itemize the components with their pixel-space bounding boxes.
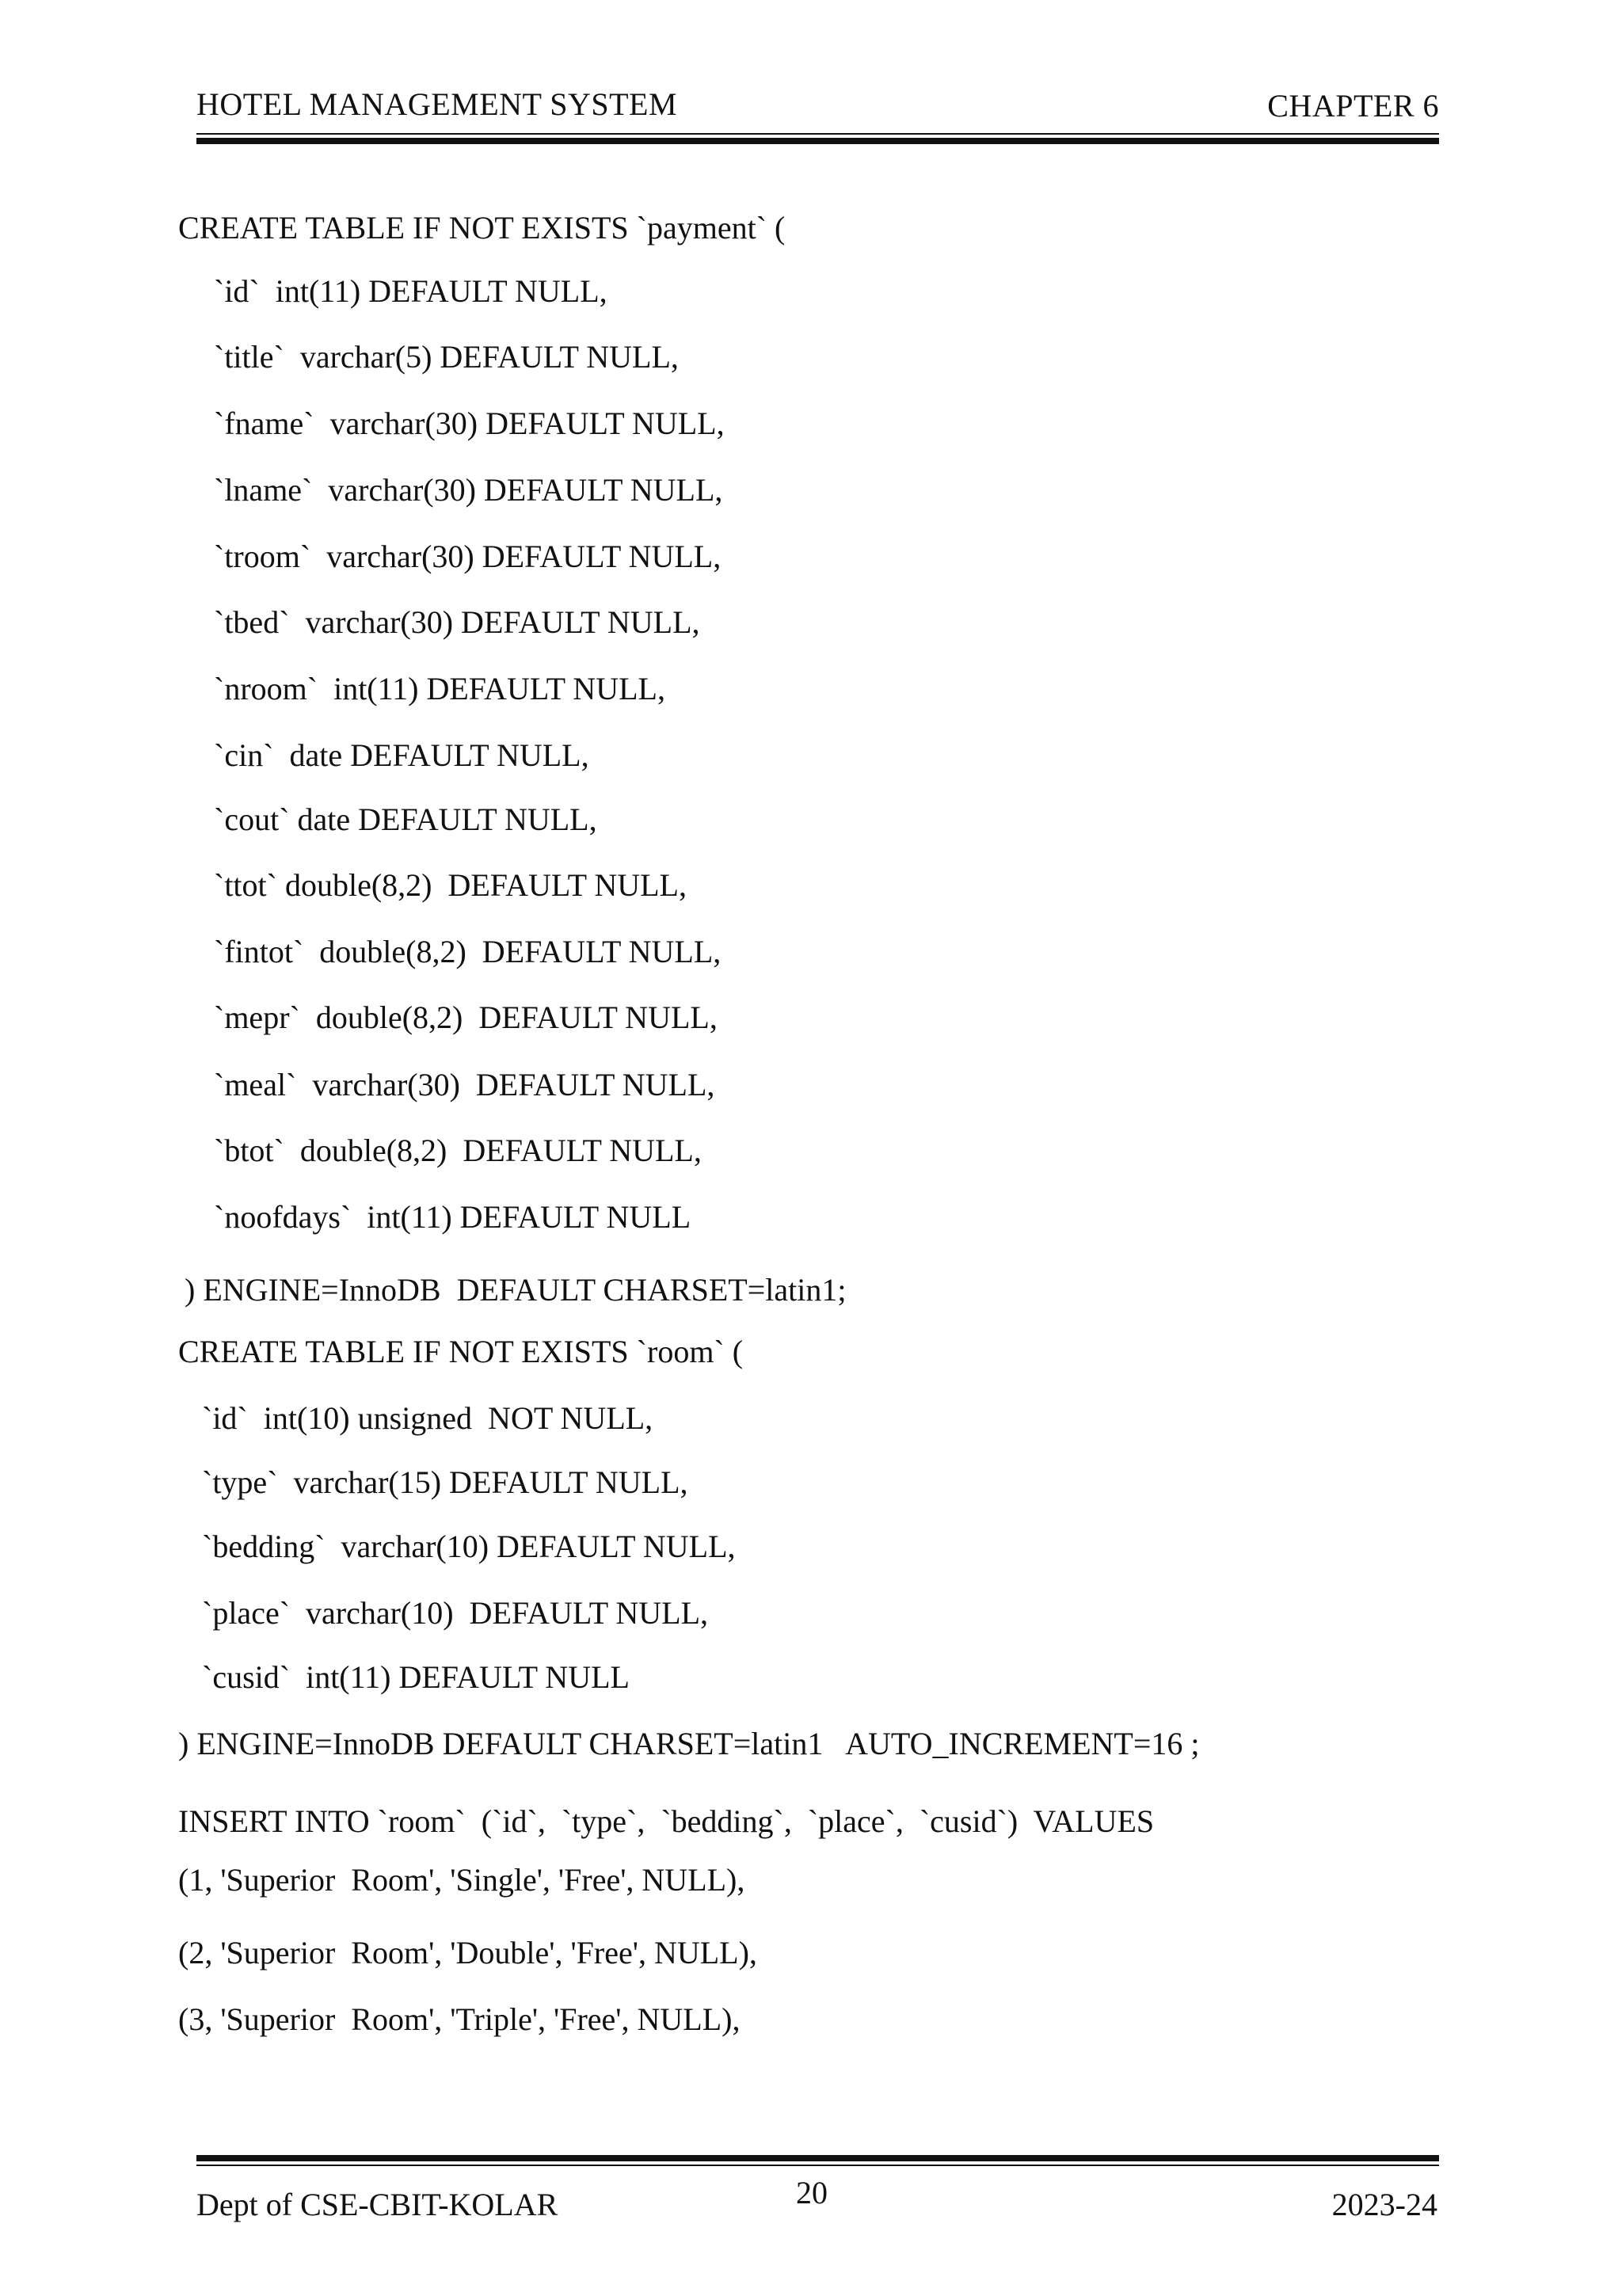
code-line: (2, 'Superior Room', 'Double', 'Free', NULL), [178, 1935, 757, 1970]
code-line: `noofdays` int(11) DEFAULT NULL [214, 1199, 691, 1235]
code-line: `nroom` int(11) DEFAULT NULL, [214, 671, 665, 706]
page-number: 20 [796, 2175, 828, 2210]
code-line: (3, 'Superior Room', 'Triple', 'Free', NULL), [178, 2001, 741, 2037]
footer-rule [196, 2155, 1439, 2161]
code-line: (1, 'Superior Room', 'Single', 'Free', NULL), [178, 1862, 745, 1898]
code-line: CREATE TABLE IF NOT EXISTS `payment` ( [178, 210, 786, 246]
footer-year: 2023-24 [1331, 2187, 1437, 2222]
code-line: `meal` varchar(30) DEFAULT NULL, [214, 1067, 715, 1102]
code-line: `bedding` varchar(10) DEFAULT NULL, [202, 1529, 736, 1564]
code-line: `id` int(11) DEFAULT NULL, [214, 273, 607, 309]
footer-rule-thin [196, 2165, 1439, 2166]
code-line: `cout` date DEFAULT NULL, [214, 802, 597, 837]
code-line: `troom` varchar(30) DEFAULT NULL, [214, 539, 722, 574]
code-line: ) ENGINE=InnoDB DEFAULT CHARSET=latin1 AUTO_INCREMENT=16 ; [178, 1726, 1200, 1761]
code-line: ) ENGINE=InnoDB DEFAULT CHARSET=latin1; [185, 1272, 847, 1308]
header-rule [196, 138, 1439, 144]
code-line: `fname` varchar(30) DEFAULT NULL, [214, 406, 725, 441]
header-title: HOTEL MANAGEMENT SYSTEM [196, 86, 678, 122]
code-line: `lname` varchar(30) DEFAULT NULL, [214, 472, 723, 508]
code-line: `title` varchar(5) DEFAULT NULL, [214, 339, 679, 375]
code-line: `mepr` double(8,2) DEFAULT NULL, [214, 1000, 718, 1035]
code-line: `ttot` double(8,2) DEFAULT NULL, [214, 867, 687, 903]
header-chapter: CHAPTER 6 [1267, 88, 1439, 124]
code-line: `place` varchar(10) DEFAULT NULL, [202, 1595, 709, 1631]
code-line: `cin` date DEFAULT NULL, [214, 737, 589, 773]
code-line: INSERT INTO `room` (`id`, `type`, `bedding`, `place`, `cusid`) VALUES [178, 1803, 1155, 1839]
code-line: CREATE TABLE IF NOT EXISTS `room` ( [178, 1334, 744, 1369]
footer-dept: Dept of CSE-CBIT-KOLAR [196, 2187, 558, 2222]
code-line: `tbed` varchar(30) DEFAULT NULL, [214, 604, 700, 640]
header-rule-thin [196, 133, 1439, 135]
code-line: `type` varchar(15) DEFAULT NULL, [202, 1464, 688, 1500]
code-line: `cusid` int(11) DEFAULT NULL [202, 1659, 630, 1695]
code-line: `id` int(10) unsigned NOT NULL, [202, 1400, 653, 1436]
code-line: `fintot` double(8,2) DEFAULT NULL, [214, 934, 722, 969]
code-line: `btot` double(8,2) DEFAULT NULL, [214, 1133, 702, 1168]
